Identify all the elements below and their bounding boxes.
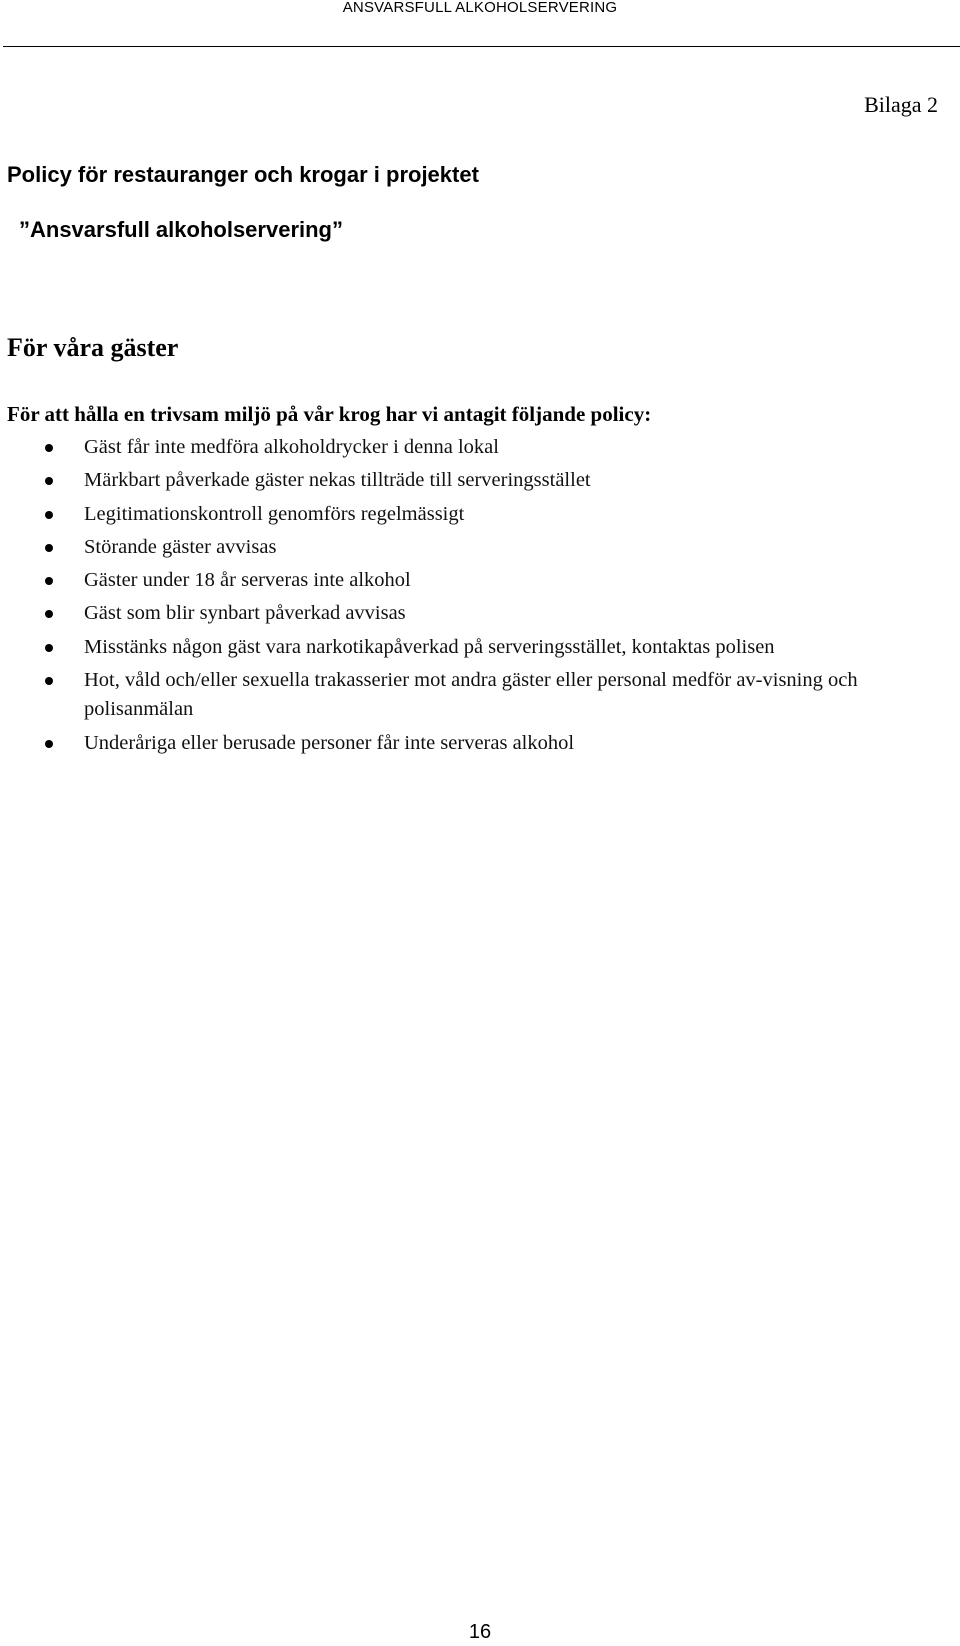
policy-list [0, 433, 940, 758]
policy-item [0, 729, 940, 758]
running-header: ANSVARSFULL ALKOHOLSERVERING [342, 0, 618, 16]
policy-item-text: Gäster under 18 år serveras inte alkohol [84, 569, 411, 592]
bullet-icon [45, 677, 53, 685]
page-number: 16 [468, 1621, 492, 1643]
policy-item-text: Legitimationskontroll genomförs regelmässigt [84, 502, 465, 525]
section-heading: För våra gäster [7, 333, 179, 362]
policy-item-text: Gäst får inte medföra alkoholdrycker i denna lokal [84, 436, 499, 458]
project-name: ”Ansvarsfull alkoholservering” [19, 217, 343, 242]
policy-item-text: Störande gäster avvisas [84, 535, 277, 558]
policy-item [0, 666, 940, 724]
policy-item-text: Märkbart påverkade gäster nekas tillträde till serveringsstället [84, 469, 591, 492]
policy-item [0, 633, 940, 662]
bullet-icon [45, 740, 53, 748]
policy-item-text: Misstänks någon gäst vara narkotikapåverkad på serveringsstället, kontaktas polisen [84, 635, 775, 658]
policy-item [0, 566, 940, 595]
bullet-icon [45, 644, 53, 652]
policy-title: Policy för restauranger och krogar i projektet [7, 162, 479, 187]
policy-item-text: Gäst som blir synbart påverkad avvisas [84, 602, 406, 625]
appendix-label: Bilaga 2 [864, 92, 938, 117]
policy-intro: För att hålla en trivsam miljö på vår krog har vi antagit följande policy: [7, 402, 652, 426]
bullet-icon [45, 477, 53, 485]
policy-item [0, 433, 940, 462]
policy-item-text: Underåriga eller berusade personer får inte serveras alkohol [84, 731, 575, 754]
bullet-icon [45, 610, 53, 618]
policy-item-text: Hot, våld och/eller sexuella trakasserier mot andra gäster eller personal medför av-visning och polisanmälan [84, 669, 858, 721]
policy-item [0, 500, 940, 529]
bullet-icon [45, 577, 53, 585]
policy-item [0, 599, 940, 628]
policy-item [0, 466, 940, 495]
bullet-icon [45, 511, 53, 519]
bullet-icon [45, 444, 53, 452]
policy-item [0, 533, 940, 562]
bullet-icon [45, 544, 53, 552]
header-divider [3, 46, 960, 47]
